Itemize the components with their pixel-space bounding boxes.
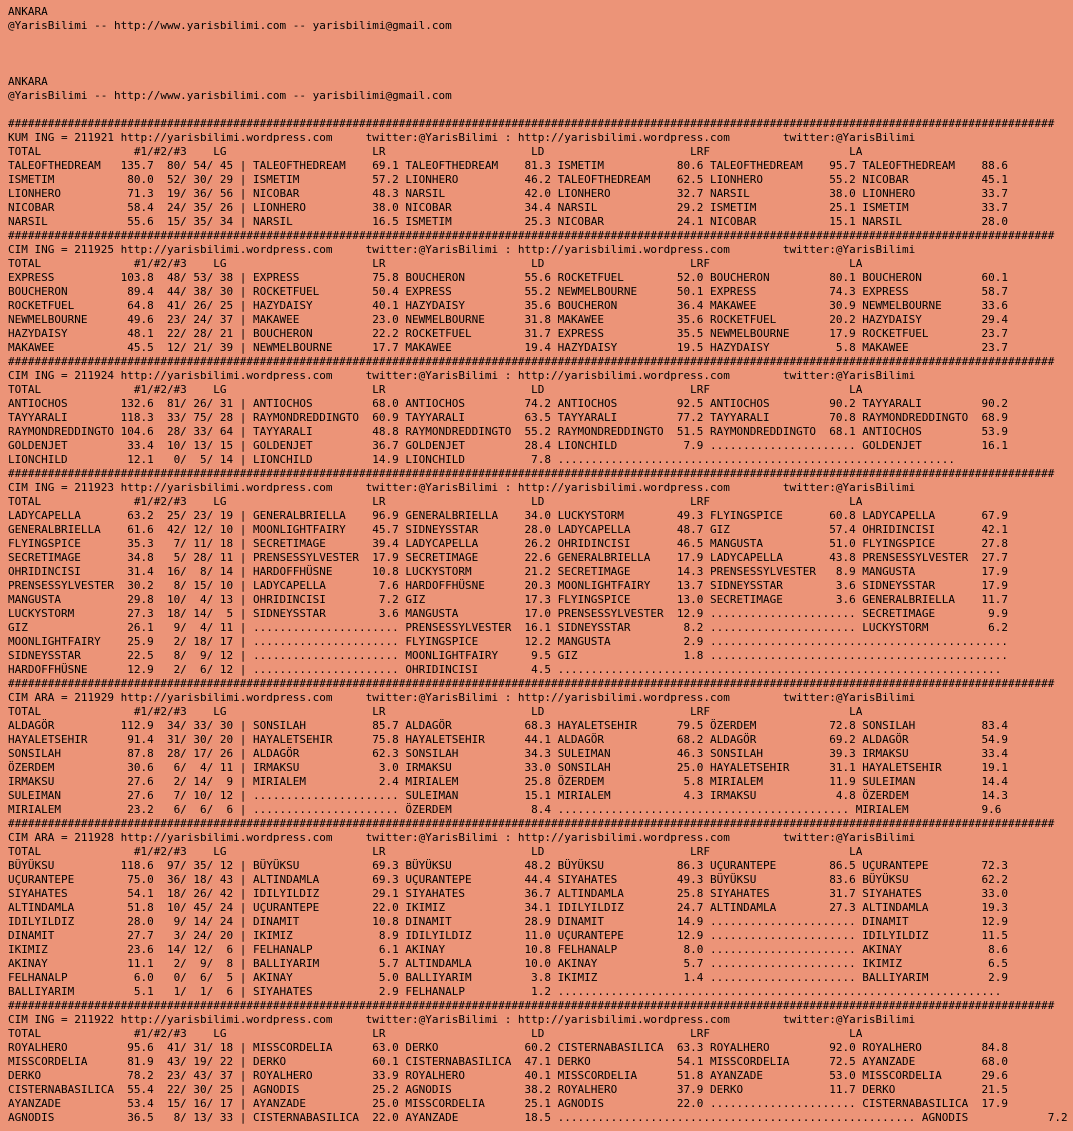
- table-row: ISMETIM 80.0 52/ 30/ 29 | ISMETIM 57.2 LIONHERO 46.2 TALEOFTHEDREAM 62.5 LIONHERO 55.2 NICOBAR 45.1: [8, 173, 1009, 186]
- race-header: CIM ARA = 211928 http://yarisbilimi.wordpress.com twitter:@YarisBilimi : http://yarisbilimi.wordpress.com twitter:@YarisBilimi: [8, 831, 916, 844]
- race-header: CIM ING = 211922 http://yarisbilimi.wordpress.com twitter:@YarisBilimi : http://yarisbilimi.wordpress.com twitter:@YarisBilimi: [8, 1013, 916, 1026]
- race-header: CIM ING = 211925 http://yarisbilimi.wordpress.com twitter:@YarisBilimi : http://yarisbilimi.wordpress.com twitter:@YarisBilimi: [8, 243, 916, 256]
- race-header: CIM ING = 211924 http://yarisbilimi.wordpress.com twitter:@YarisBilimi : http://yarisbilimi.wordpress.com twitter:@YarisBilimi: [8, 369, 916, 382]
- section-divider: ##############################################################################################################################################################: [8, 677, 1055, 690]
- table-row: MAKAWEE 45.5 12/ 21/ 39 | NEWMELBOURNE 17.7 MAKAWEE 19.4 HAZYDAISY 19.5 HAZYDAISY 5.8 MAKAWEE 23.7: [8, 341, 1009, 354]
- table-row: ROCKETFUEL 64.8 41/ 26/ 25 | HAZYDAISY 40.1 HAZYDAISY 35.6 BOUCHERON 36.4 MAKAWEE 30.9 NEWMELBOURNE 33.6: [8, 299, 1009, 312]
- table-row: MIRIALEM 23.2 6/ 6/ 6 | ...................... ÖZERDEM 8.4 ............................................ MIRIALEM 9.6: [8, 803, 1002, 816]
- table-row: ALTINDAMLA 51.8 10/ 45/ 24 | UÇURANTEPE 22.0 IKIMIZ 34.1 IDILYILDIZ 24.7 ALTINDAMLA 27.3 ALTINDAMLA 19.3: [8, 901, 1009, 914]
- table-row: HAYALETSEHIR 91.4 31/ 30/ 20 | HAYALETSEHIR 75.8 HAYALETSEHIR 44.1 ALDAGÖR 68.2 ALDAGÖR 69.2 ALDAGÖR 54.9: [8, 733, 1009, 746]
- table-row: AYANZADE 53.4 15/ 16/ 17 | AYANZADE 25.0 MISSCORDELIA 25.1 AGNODIS 22.0 ...................... CISTERNABASILICA 17.9: [8, 1097, 1009, 1110]
- table-row: BALLIYARIM 5.1 1/ 1/ 6 | SIYAHATES 2.9 FELHANALP 1.2 ...................................................................: [8, 985, 1002, 998]
- table-row: RAYMONDREDDINGTO 104.6 28/ 33/ 64 | TAYYARALI 48.8 RAYMONDREDDINGTO 55.2 RAYMONDREDDINGTO 51.5 RAYMONDREDDINGTO 68.1 ANTIOCHOS 53.9: [8, 425, 1009, 438]
- table-row: LIONCHILD 12.1 0/ 5/ 14 | LIONCHILD 14.9 LIONCHILD 7.8 ............................................................: [8, 453, 956, 466]
- section-divider: ##############################################################################################################################################################: [8, 467, 1055, 480]
- table-row: EXPRESS 103.8 48/ 53/ 38 | EXPRESS 75.8 BOUCHERON 55.6 ROCKETFUEL 52.0 BOUCHERON 80.1 BOUCHERON 60.1: [8, 271, 1009, 284]
- table-row: ALDAGÖR 112.9 34/ 33/ 30 | SONSILAH 85.7 ALDAGÖR 68.3 HAYALETSEHIR 79.5 ÖZERDEM 72.8 SONSILAH 83.4: [8, 719, 1009, 732]
- table-row: SIYAHATES 54.1 18/ 26/ 42 | IDILYILDIZ 29.1 SIYAHATES 36.7 ALTINDAMLA 25.8 SIYAHATES 31.7 SIYAHATES 33.0: [8, 887, 1009, 900]
- table-row: DINAMIT 27.7 3/ 24/ 20 | IKIMIZ 8.9 IDILYILDIZ 11.0 UÇURANTEPE 12.9 ...................... IDILYILDIZ 11.5: [8, 929, 1009, 942]
- table-row: IRMAKSU 27.6 2/ 14/ 9 | MIRIALEM 2.4 MIRIALEM 25.8 ÖZERDEM 5.8 MIRIALEM 11.9 SULEIMAN 14.4: [8, 775, 1009, 788]
- section-divider: ##############################################################################################################################################################: [8, 817, 1055, 830]
- table-row: FELHANALP 6.0 0/ 6/ 5 | AKINAY 5.0 BALLIYARIM 3.8 IKIMIZ 1.4 ...................... BALLIYARIM 2.9: [8, 971, 1009, 984]
- table-row: LIONHERO 71.3 19/ 36/ 56 | NICOBAR 48.3 NARSIL 42.0 LIONHERO 32.7 NARSIL 38.0 LIONHERO 33.7: [8, 187, 1009, 200]
- table-row: IDILYILDIZ 28.0 9/ 14/ 24 | DINAMIT 10.8 DINAMIT 28.9 DINAMIT 14.9 ...................... DINAMIT 12.9: [8, 915, 1009, 928]
- blank-line: [8, 61, 1073, 75]
- section-divider: ##############################################################################################################################################################: [8, 117, 1055, 130]
- table-row: DERKO 78.2 23/ 43/ 37 | ROYALHERO 33.9 ROYALHERO 40.1 MISSCORDELIA 51.8 AYANZADE 53.0 MISSCORDELIA 29.6: [8, 1069, 1009, 1082]
- table-row: NARSIL 55.6 15/ 35/ 34 | NARSIL 16.5 ISMETIM 25.3 NICOBAR 24.1 NICOBAR 15.1 NARSIL 28.0: [8, 215, 1009, 228]
- table-row: TAYYARALI 118.3 33/ 75/ 28 | RAYMONDREDDINGTO 60.9 TAYYARALI 63.5 TAYYARALI 77.2 TAYYARALI 70.8 RAYMONDREDDINGTO 68.9: [8, 411, 1009, 424]
- table-row: ROYALHERO 95.6 41/ 31/ 18 | MISSCORDELIA 63.0 DERKO 60.2 CISTERNABASILICA 63.3 ROYALHERO 92.0 ROYALHERO 84.8: [8, 1041, 1009, 1054]
- column-header: TOTAL #1/#2/#3 LG LR LD LRF LA: [8, 257, 863, 270]
- table-row: BOUCHERON 89.4 44/ 38/ 30 | ROCKETFUEL 50.4 EXPRESS 55.2 NEWMELBOURNE 50.1 EXPRESS 74.3 EXPRESS 58.7: [8, 285, 1009, 298]
- blank-line: [8, 103, 1073, 117]
- race-header: CIM ING = 211923 http://yarisbilimi.wordpress.com twitter:@YarisBilimi : http://yarisbilimi.wordpress.com twitter:@YarisBilimi: [8, 481, 916, 494]
- table-row: SONSILAH 87.8 28/ 17/ 26 | ALDAGÖR 62.3 SONSILAH 34.3 SULEIMAN 46.3 SONSILAH 39.3 IRMAKSU 33.4: [8, 747, 1009, 760]
- header-contact: @YarisBilimi -- http://www.yarisbilimi.com -- yarisbilimi@gmail.com: [8, 19, 452, 32]
- table-row: CISTERNABASILICA 55.4 22/ 30/ 25 | AGNODIS 25.2 AGNODIS 38.2 ROYALHERO 37.9 DERKO 11.7 DERKO 21.5: [8, 1083, 1009, 1096]
- blank-line: [8, 47, 1073, 61]
- race-header: KUM ING = 211921 http://yarisbilimi.wordpress.com twitter:@YarisBilimi : http://yarisbilimi.wordpress.com twitter:@YarisBilimi: [8, 131, 916, 144]
- table-row: MANGUSTA 29.8 10/ 4/ 13 | OHRIDINCISI 7.2 GIZ 17.3 FLYINGSPICE 13.0 SECRETIMAGE 3.6 GENERALBRIELLA 11.7: [8, 593, 1009, 606]
- header-city: ANKARA: [8, 5, 48, 18]
- race-tables: [8, 117, 1073, 1125]
- section-divider: ##############################################################################################################################################################: [8, 999, 1055, 1012]
- table-row: SIDNEYSSTAR 22.5 8/ 9/ 12 | ...................... MOONLIGHTFAIRY 9.5 GIZ 1.8 .............................................: [8, 649, 1009, 662]
- table-row: MISSCORDELIA 81.9 43/ 19/ 22 | DERKO 60.1 CISTERNABASILICA 47.1 DERKO 54.1 MISSCORDELIA 72.5 AYANZADE 68.0: [8, 1055, 1009, 1068]
- table-row: FLYINGSPICE 35.3 7/ 11/ 18 | SECRETIMAGE 39.4 LADYCAPELLA 26.2 OHRIDINCISI 46.5 MANGUSTA 51.0 FLYINGSPICE 27.8: [8, 537, 1009, 550]
- table-row: MOONLIGHTFAIRY 25.9 2/ 18/ 17 | ...................... FLYINGSPICE 12.2 MANGUSTA 2.9 .............................................: [8, 635, 1009, 648]
- column-header: TOTAL #1/#2/#3 LG LR LD LRF LA: [8, 845, 863, 858]
- section-divider: ##############################################################################################################################################################: [8, 229, 1055, 242]
- table-row: SECRETIMAGE 34.8 5/ 28/ 11 | PRENSESSYLVESTER 17.9 SECRETIMAGE 22.6 GENERALBRIELLA 17.9 LADYCAPELLA 43.8 PRENSESSYLVESTER 27.7: [8, 551, 1009, 564]
- table-row: UÇURANTEPE 75.0 36/ 18/ 43 | ALTINDAMLA 69.3 UÇURANTEPE 44.4 SIYAHATES 49.3 BÜYÜKSU 83.6 BÜYÜKSU 62.2: [8, 873, 1009, 886]
- blank-line: [8, 33, 1073, 47]
- column-header: TOTAL #1/#2/#3 LG LR LD LRF LA: [8, 705, 863, 718]
- table-row: AGNODIS 36.5 8/ 13/ 33 | CISTERNABASILICA 22.0 AYANZADE 18.5 ...................................................... AGNODIS 7.2: [8, 1111, 1068, 1124]
- table-row: ÖZERDEM 30.6 6/ 4/ 11 | IRMAKSU 3.0 IRMAKSU 33.0 SONSILAH 25.0 HAYALETSEHIR 31.1 HAYALETSEHIR 19.1: [8, 761, 1009, 774]
- column-header: TOTAL #1/#2/#3 LG LR LD LRF LA: [8, 1027, 863, 1040]
- race-header: CIM ARA = 211929 http://yarisbilimi.wordpress.com twitter:@YarisBilimi : http://yarisbilimi.wordpress.com twitter:@YarisBilimi: [8, 691, 916, 704]
- header-city: ANKARA: [8, 75, 48, 88]
- table-row: AKINAY 11.1 2/ 9/ 8 | BALLIYARIM 5.7 ALTINDAMLA 10.0 AKINAY 5.7 ...................... IKIMIZ 6.5: [8, 957, 1009, 970]
- table-row: LADYCAPELLA 63.2 25/ 23/ 19 | GENERALBRIELLA 96.9 GENERALBRIELLA 34.0 LUCKYSTORM 49.3 FLYINGSPICE 60.8 LADYCAPELLA 67.9: [8, 509, 1009, 522]
- table-row: PRENSESSYLVESTER 30.2 8/ 15/ 10 | LADYCAPELLA 7.6 HARDOFFHÜSNE 20.3 MOONLIGHTFAIRY 13.7 SIDNEYSSTAR 3.6 SIDNEYSSTAR 17.9: [8, 579, 1009, 592]
- table-row: BÜYÜKSU 118.6 97/ 35/ 12 | BÜYÜKSU 69.3 BÜYÜKSU 48.2 BÜYÜKSU 86.3 UÇURANTEPE 86.5 UÇURANTEPE 72.3: [8, 859, 1009, 872]
- table-row: LUCKYSTORM 27.3 18/ 14/ 5 | SIDNEYSSTAR 3.6 MANGUSTA 17.0 PRENSESSYLVESTER 12.9 ...................... SECRETIMAGE 9.9: [8, 607, 1009, 620]
- table-row: TALEOFTHEDREAM 135.7 80/ 54/ 45 | TALEOFTHEDREAM 69.1 TALEOFTHEDREAM 81.3 ISMETIM 80.6 TALEOFTHEDREAM 95.7 TALEOFTHEDREAM 88.6: [8, 159, 1009, 172]
- table-row: OHRIDINCISI 31.4 16/ 8/ 14 | HARDOFFHÜSNE 10.8 LUCKYSTORM 21.2 SECRETIMAGE 14.3 PRENSESSYLVESTER 8.9 MANGUSTA 17.9: [8, 565, 1009, 578]
- table-row: NICOBAR 58.4 24/ 35/ 26 | LIONHERO 38.0 NICOBAR 34.4 NARSIL 29.2 ISMETIM 25.1 ISMETIM 33.7: [8, 201, 1009, 214]
- table-row: HARDOFFHÜSNE 12.9 2/ 6/ 12 | ...................... OHRIDINCISI 4.5 ...................................................................: [8, 663, 1002, 676]
- column-header: TOTAL #1/#2/#3 LG LR LD LRF LA: [8, 495, 863, 508]
- table-row: NEWMELBOURNE 49.6 23/ 24/ 37 | MAKAWEE 23.0 NEWMELBOURNE 31.8 MAKAWEE 35.6 ROCKETFUEL 20.2 HAZYDAISY 29.4: [8, 313, 1009, 326]
- table-row: GIZ 26.1 9/ 4/ 11 | ...................... PRENSESSYLVESTER 16.1 SIDNEYSSTAR 8.2 ...................... LUCKYSTORM 6.2: [8, 621, 1009, 634]
- table-row: HAZYDAISY 48.1 22/ 28/ 21 | BOUCHERON 22.2 ROCKETFUEL 31.7 EXPRESS 35.5 NEWMELBOURNE 17.9 ROCKETFUEL 23.7: [8, 327, 1009, 340]
- table-row: ANTIOCHOS 132.6 81/ 26/ 31 | ANTIOCHOS 68.0 ANTIOCHOS 74.2 ANTIOCHOS 92.5 ANTIOCHOS 90.2 TAYYARALI 90.2: [8, 397, 1009, 410]
- header-contact: @YarisBilimi -- http://www.yarisbilimi.com -- yarisbilimi@gmail.com: [8, 89, 452, 102]
- table-row: SULEIMAN 27.6 7/ 10/ 12 | ...................... SULEIMAN 15.1 MIRIALEM 4.3 IRMAKSU 4.8 ÖZERDEM 14.3: [8, 789, 1009, 802]
- table-row: GOLDENJET 33.4 10/ 13/ 15 | GOLDENJET 36.7 GOLDENJET 28.4 LIONCHILD 7.9 ...................... GOLDENJET 16.1: [8, 439, 1009, 452]
- section-divider: ##############################################################################################################################################################: [8, 355, 1055, 368]
- column-header: TOTAL #1/#2/#3 LG LR LD LRF LA: [8, 383, 863, 396]
- table-row: IKIMIZ 23.6 14/ 12/ 6 | FELHANALP 6.1 AKINAY 10.8 FELHANALP 8.0 ...................... AKINAY 8.6: [8, 943, 1009, 956]
- column-header: TOTAL #1/#2/#3 LG LR LD LRF LA: [8, 145, 863, 158]
- table-row: GENERALBRIELLA 61.6 42/ 12/ 10 | MOONLIGHTFAIRY 45.7 SIDNEYSSTAR 28.0 LADYCAPELLA 48.7 GIZ 57.4 OHRIDINCISI 42.1: [8, 523, 1009, 536]
